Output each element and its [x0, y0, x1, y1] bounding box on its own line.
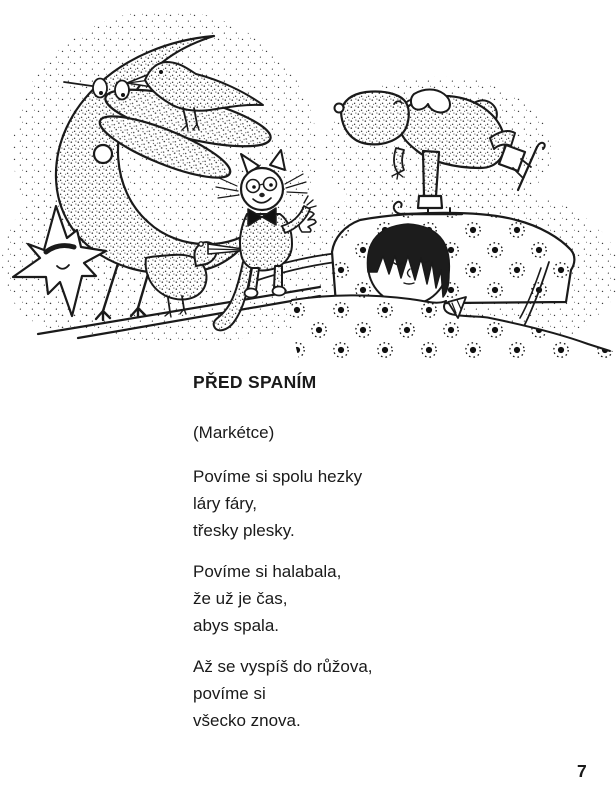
poem-stanza-2: [193, 558, 341, 639]
dog-nose: [335, 104, 344, 113]
poem-line: třesky plesky.: [193, 521, 295, 540]
poem-line: Až se vyspíš do růžova,: [193, 657, 373, 676]
poem-line: že už je čas,: [193, 589, 288, 608]
poem-stanza-3: [193, 653, 373, 734]
poem-line: abys spala.: [193, 616, 279, 635]
poem-line: láry fáry,: [193, 494, 257, 513]
poem-stanza-1: [193, 463, 362, 544]
dog-boot: [418, 196, 442, 208]
dog-standing-leg: [423, 151, 439, 196]
cat-leg: [274, 266, 282, 288]
poem-dedication: (Markétce): [193, 423, 275, 442]
bedtime-illustration: [0, 0, 616, 362]
cat-nose: [259, 193, 265, 197]
dog-muzzle: [341, 91, 409, 144]
poem-line: Povíme si halabala,: [193, 562, 342, 581]
page-number: 7: [577, 761, 587, 781]
cat-foot: [273, 287, 286, 296]
dog-front-paw: [394, 148, 404, 173]
dog-ear: [411, 90, 450, 113]
moon-chin: [94, 145, 112, 163]
poem-line: povíme si: [193, 684, 266, 703]
poem-line: všecko znova.: [193, 711, 301, 730]
poem-line: Povíme si spolu hezky: [193, 467, 363, 486]
poem-title: PŘED SPANÍM: [193, 372, 317, 392]
cat-foot: [245, 289, 258, 298]
